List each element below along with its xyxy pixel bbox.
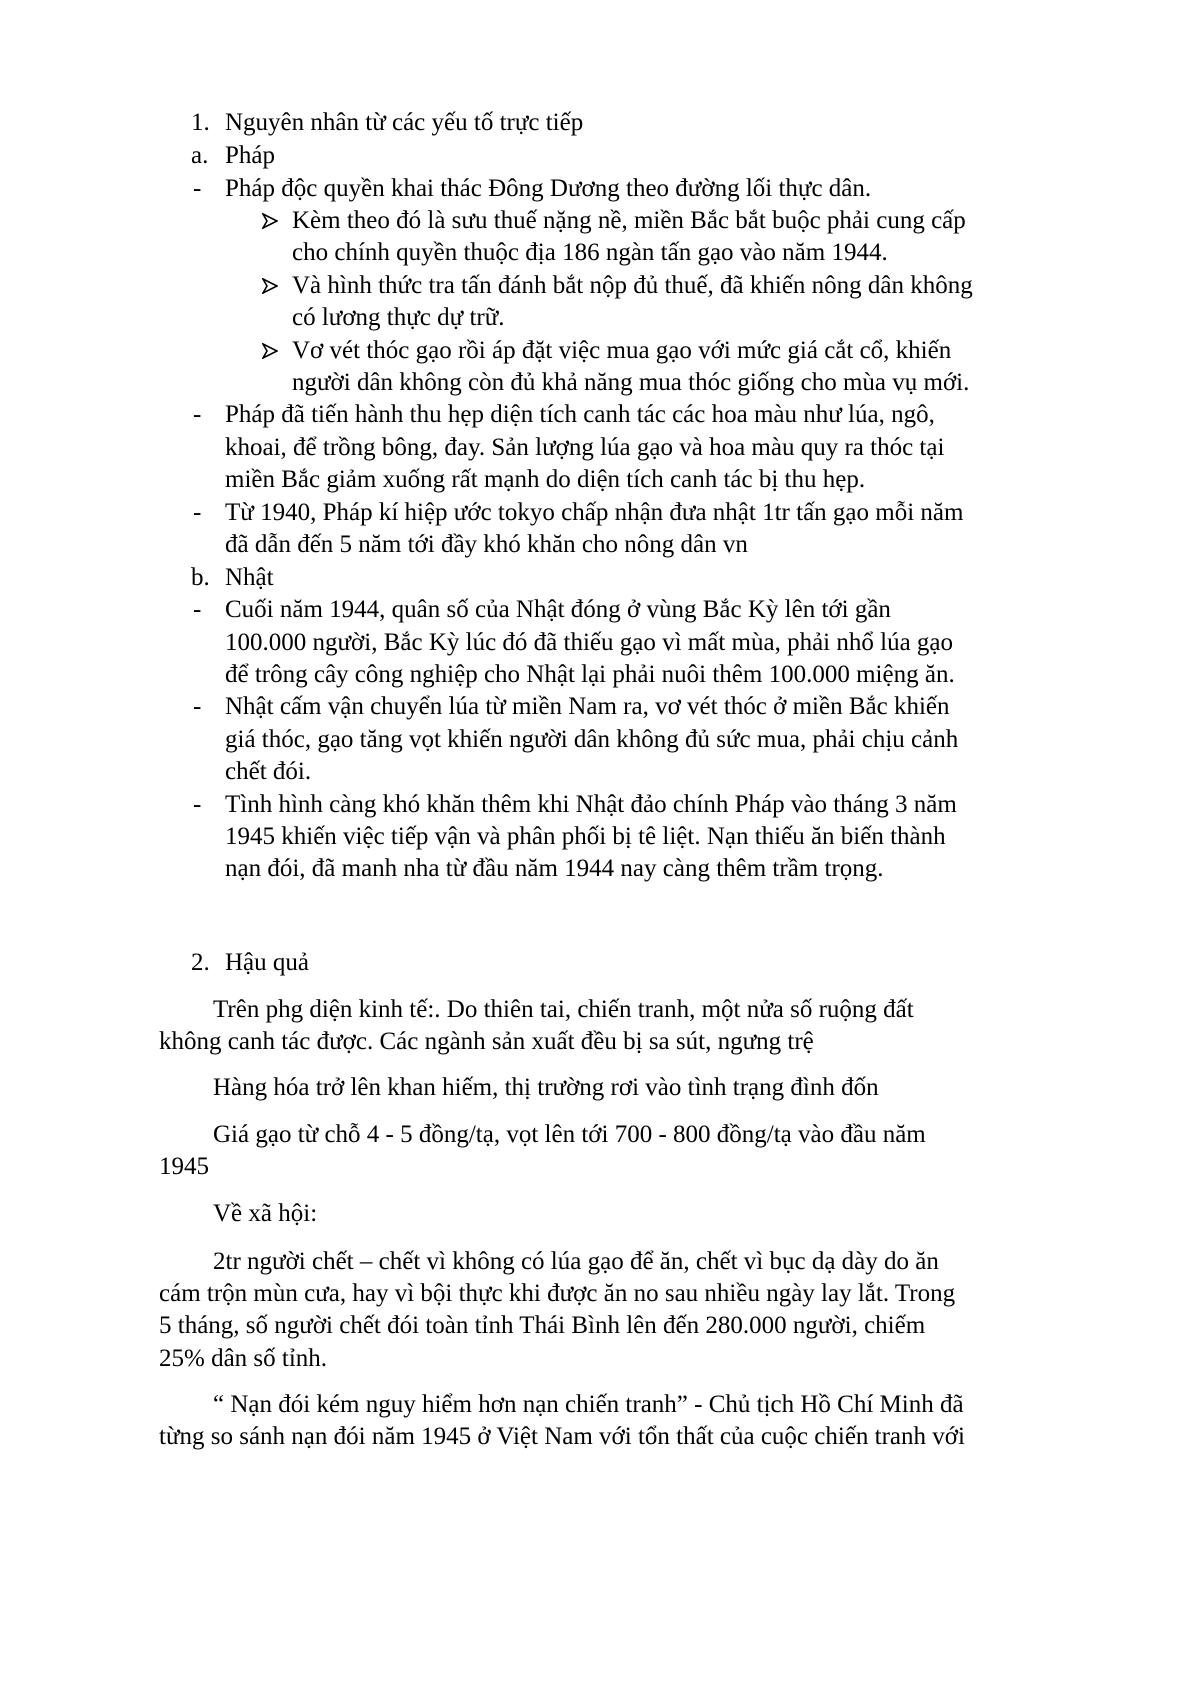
paragraph-line: Hàng hóa trở lên khan hiếm, thị trường rơi vào tình trạng đình đốn — [213, 1074, 879, 1101]
subsection-b-title: Nhật — [225, 564, 274, 591]
paragraph-line: 1945 — [159, 1153, 209, 1180]
paragraph-line: Pháp độc quyền khai thác Đông Dương theo đường lối thực dân. — [225, 175, 872, 202]
paragraph-line: 100.000 người, Bắc Kỳ lúc đó đã thiếu gạo vì mất mùa, phải nhổ lúa gạo — [225, 629, 954, 656]
paragraph-line: giá thóc, gạo tăng vọt khiến người dân không đủ sức mua, phải chịu cảnh — [225, 726, 959, 753]
paragraph-line: 2tr người chết – chết vì không có lúa gạo để ăn, chết vì bục dạ dày do ăn — [213, 1248, 939, 1275]
subsection-b-letter: b. — [191, 564, 210, 591]
paragraph-line: không canh tác được. Các ngành sản xuất đều bị sa sút, ngưng trệ — [159, 1028, 814, 1055]
paragraph-line: chết đói. — [225, 758, 312, 785]
paragraph-line: Cuối năm 1944, quân số của Nhật đóng ở vùng Bắc Kỳ lên tới gần — [225, 596, 891, 623]
section-2-heading: Hậu quả — [225, 949, 309, 976]
paragraph-line: Từ 1940, Pháp kí hiệp ước tokyo chấp nhận đưa nhật 1tr tấn gạo mỗi năm — [225, 499, 964, 526]
paragraph-line: Và hình thức tra tấn đánh bắt nộp đủ thuế, đã khiến nông dân không — [292, 272, 973, 299]
dash-bullet: - — [193, 401, 202, 428]
subsection-a-title: Pháp — [225, 142, 275, 169]
paragraph-line: Về xã hội: — [213, 1200, 318, 1227]
arrowhead-bullet-icon — [262, 334, 278, 368]
paragraph-line: 25% dân số tỉnh. — [159, 1345, 328, 1372]
section-1-heading: Nguyên nhân từ các yếu tố trực tiếp — [225, 109, 584, 136]
paragraph-line: “ Nạn đói kém nguy hiểm hơn nạn chiến tranh” - Chủ tịch Hồ Chí Minh đã — [213, 1391, 964, 1418]
paragraph-line: người dân không còn đủ khả năng mua thóc giống cho mùa vụ mới. — [292, 369, 970, 396]
section-2-number: 2. — [191, 949, 210, 976]
paragraph-line: 5 tháng, số người chết đói toàn tỉnh Thái Bình lên đến 280.000 người, chiếm — [159, 1312, 926, 1339]
paragraph-line: có lương thực dự trữ. — [292, 304, 505, 331]
paragraph-line: Kèm theo đó là sưu thuế nặng nề, miền Bắc bắt buộc phải cung cấp — [292, 207, 966, 234]
dash-bullet: - — [193, 791, 202, 818]
paragraph-line: từng so sánh nạn đói năm 1945 ở Việt Nam với tổn thất của cuộc chiến tranh với — [159, 1423, 965, 1450]
paragraph-line: cám trộn mùn cưa, hay vì bội thực khi được ăn no sau nhiều ngày lay lắt. Trong — [159, 1280, 956, 1307]
paragraph-line: để trông cây công nghiệp cho Nhật lại phải nuôi thêm 100.000 miệng ăn. — [225, 661, 955, 688]
paragraph-line: khoai, để trồng bông, đay. Sản lượng lúa gạo và hoa màu quy ra thóc tại — [225, 434, 945, 461]
paragraph-line: Pháp đã tiến hành thu hẹp diện tích canh tác các hoa màu như lúa, ngô, — [225, 401, 935, 428]
dash-bullet: - — [193, 175, 202, 202]
paragraph-line: nạn đói, đã manh nha từ đầu năm 1944 nay càng thêm trầm trọng. — [225, 855, 884, 882]
arrowhead-bullet-icon — [262, 269, 278, 303]
arrowhead-bullet-icon — [262, 204, 278, 238]
paragraph-line: Trên phg diện kinh tế:. Do thiên tai, chiến tranh, một nửa số ruộng đất — [213, 996, 914, 1023]
subsection-a-letter: a. — [191, 142, 209, 169]
dash-bullet: - — [193, 596, 202, 623]
section-1-number: 1. — [191, 109, 210, 136]
paragraph-line: Nhật cấm vận chuyển lúa từ miền Nam ra, vơ vét thóc ở miền Bắc khiến — [225, 693, 950, 720]
paragraph-line: Tình hình càng khó khăn thêm khi Nhật đảo chính Pháp vào tháng 3 năm — [225, 791, 957, 818]
paragraph-line: 1945 khiến việc tiếp vận và phân phối bị tê liệt. Nạn thiếu ăn biến thành — [225, 823, 946, 850]
paragraph-line: cho chính quyền thuộc địa 186 ngàn tấn gạo vào năm 1944. — [292, 239, 888, 266]
paragraph-line: Vơ vét thóc gạo rồi áp đặt việc mua gạo với mức giá cắt cổ, khiến — [292, 337, 952, 364]
dash-bullet: - — [193, 499, 202, 526]
paragraph-line: Giá gạo từ chỗ 4 - 5 đồng/tạ, vọt lên tới 700 - 800 đồng/tạ vào đầu năm — [213, 1121, 926, 1148]
dash-bullet: - — [193, 693, 202, 720]
paragraph-line: đã dẫn đến 5 năm tới đầy khó khăn cho nông dân vn — [225, 531, 748, 558]
paragraph-line: miền Bắc giảm xuống rất mạnh do diện tích canh tác bị thu hẹp. — [225, 466, 866, 493]
